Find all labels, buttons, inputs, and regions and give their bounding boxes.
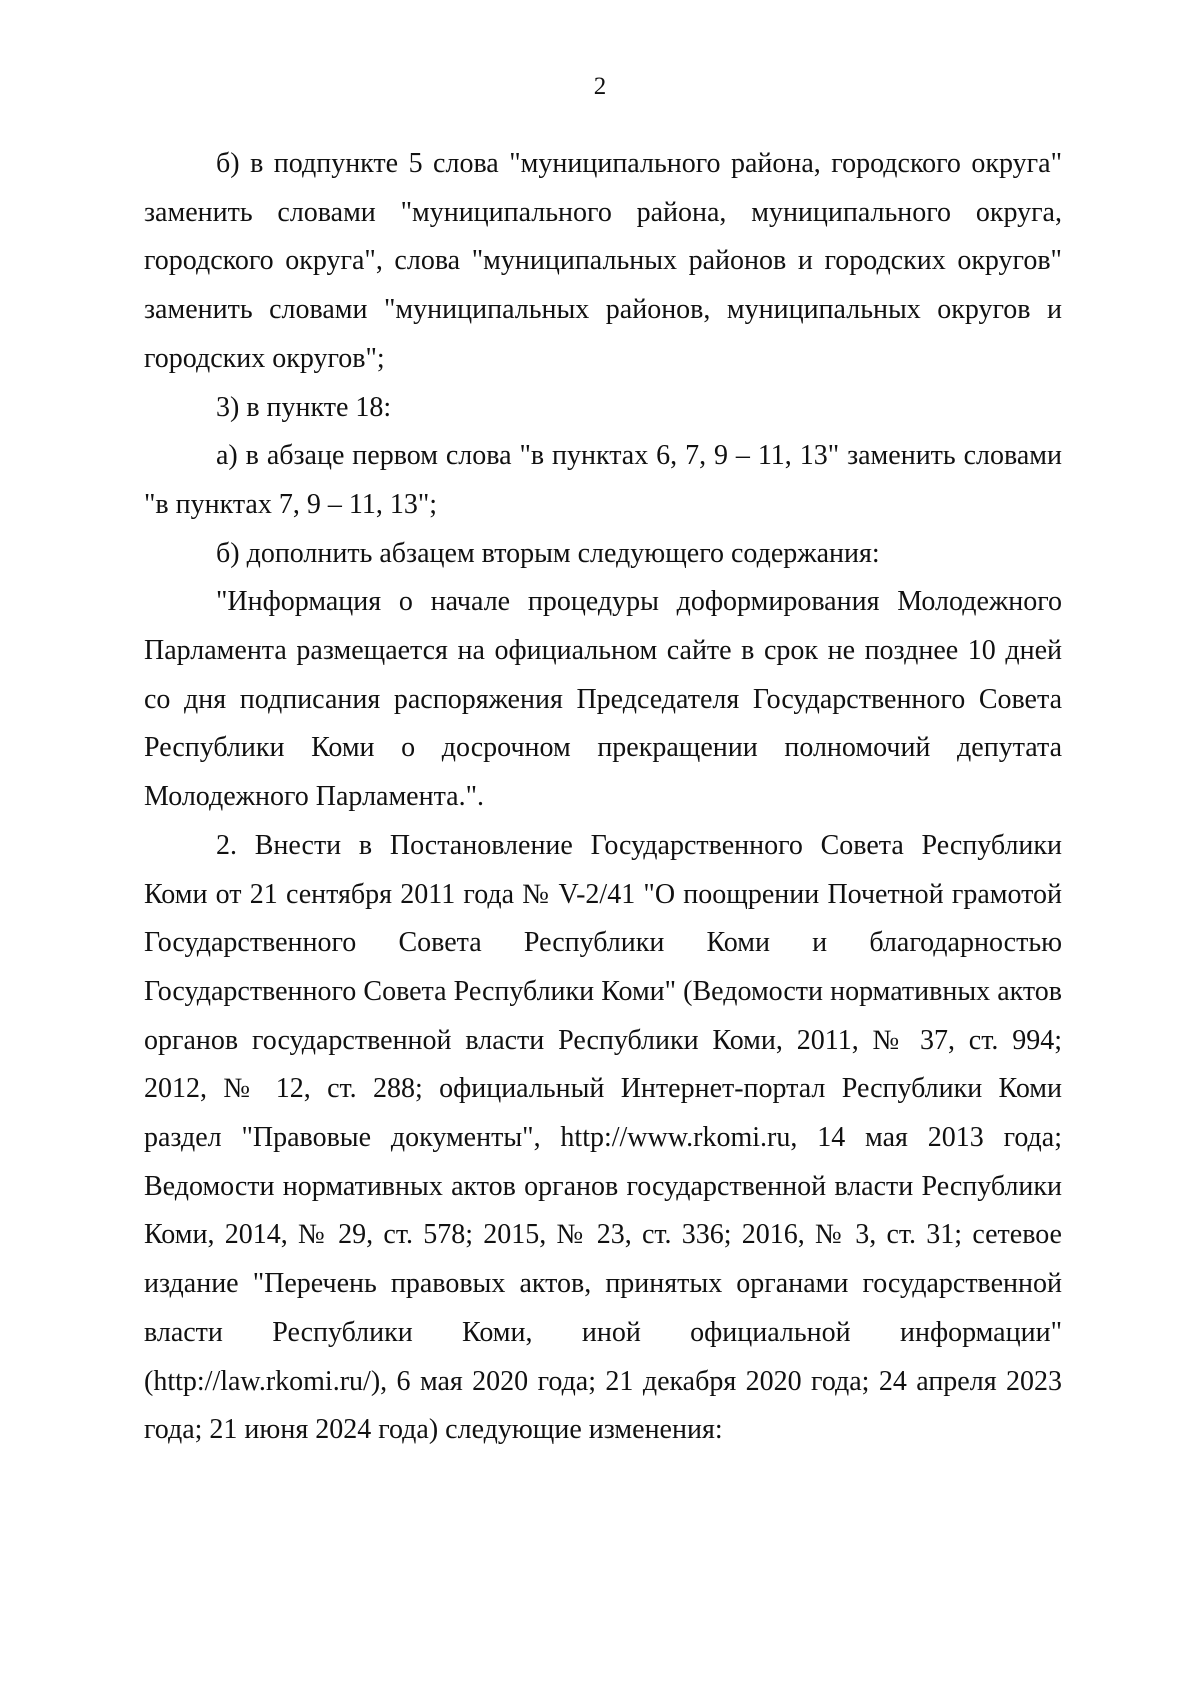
paragraph-subpoint-b-1: б) в подпункте 5 слова "муниципального района, городского округа" заменить словами "муниципального района, муниципального округа, городского округа", слова "муниципальных районов и городских округов" заменить словами "муниципальных районов, муниципальных округов и городских округов"; (144, 148, 1062, 374)
paragraph-section-2: 2. Внести в Постановление Государственного Совета Республики Коми от 21 сентября 2011 года № V-2/41 "О поощрении Почетной грамотой Государственного Совета Республики Коми и благодарностью Государственного Совета Республики Коми" (Ведомости нормативных актов органов государственной власти Республики Коми, 2011, № 37, ст. 994; 2012, № 12, ст. 288; официальный Интернет-портал Республики Коми раздел "Правовые документы", http://www.rkomi.ru, 14 мая 2013 года; Ведомости нормативных актов органов государственной власти Республики Коми, 2014, № 29, ст. 578; 2015, № 23, ст. 336; 2016, № 3, ст. 31; сетевое издание "Перечень правовых актов, принятых органами государственной власти Республики Коми, иной официальной информации" (http://law.rkomi.ru/), 6 мая 2020 года; 21 декабря 2020 года; 24 апреля 2023 года; 21 июня 2024 года) следующие изменения: (144, 829, 1062, 1446)
page-number: 2 (593, 73, 607, 100)
document-body (144, 140, 1062, 1455)
paragraph-subpoint-a: а) в абзаце первом слова "в пунктах 6, 7, 9 – 11, 13" заменить словами "в пунктах 7, 9 – 11, 13"; (144, 440, 1062, 520)
paragraph-point-3: 3) в пункте 18: (216, 391, 392, 423)
paragraph-subpoint-b-2: б) дополнить абзацем вторым следующего содержания: (216, 537, 880, 569)
paragraph-quoted-text: "Информация о начале процедуры доформирования Молодежного Парламента размещается на официальном сайте в срок не позднее 10 дней со дня подписания распоряжения Председателя Государственного Совета Республики Коми о досрочном прекращении полномочий депутата Молодежного Парламента.". (144, 586, 1062, 813)
